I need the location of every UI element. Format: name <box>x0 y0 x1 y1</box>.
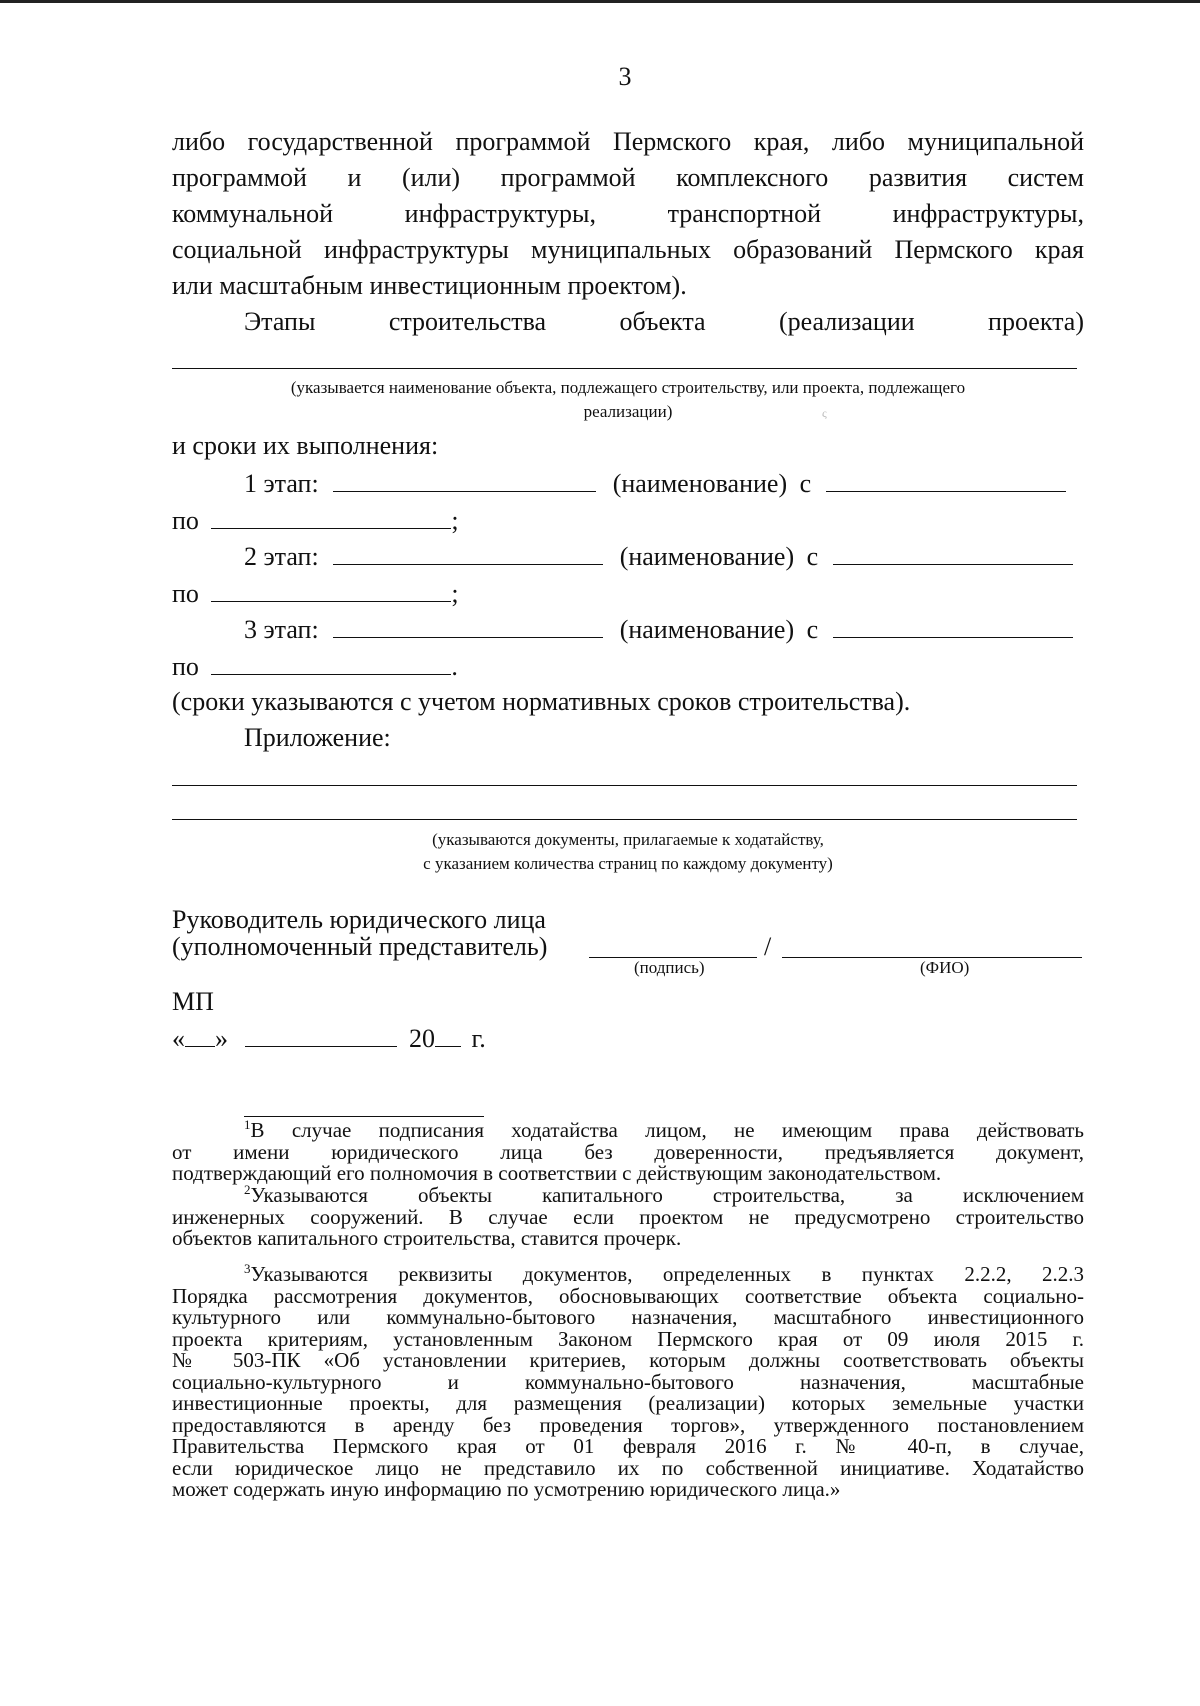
footnote-text: В случае подписания ходатайства лицом, не имеющим права действовать <box>250 1118 1084 1142</box>
stage-end-punct: . <box>451 652 458 681</box>
stage-3-name-field[interactable] <box>333 613 603 638</box>
stage-to-label: по <box>172 652 199 681</box>
footnote-2 <box>172 1182 1084 1250</box>
object-name-line[interactable] <box>172 368 1077 369</box>
footnote-line: объектов капитального строительства, ставится прочерк. <box>172 1226 682 1250</box>
footnote-line: инженерных сооружений. В случае если проектом не предусмотрено строительство <box>172 1204 1084 1229</box>
scan-top-border <box>0 0 1200 3</box>
stage-2-start-field[interactable] <box>833 540 1073 565</box>
paragraph-line: коммунальной инфраструктуры, транспортной инфраструктуры, <box>172 199 1084 228</box>
footnote-line: если юридическое лицо не представило их по собственной инициативе. Ходатайство <box>172 1455 1084 1480</box>
footnote-line: Порядка рассмотрения документов, обосновывающих соответствие объекта социально- <box>172 1283 1084 1308</box>
caption-line: с указанием количества страниц по каждому документу) <box>423 854 833 873</box>
stage-2-row <box>244 540 1073 573</box>
footnote-line: может содержать иную информацию по усмотрению юридического лица.» <box>172 1477 841 1501</box>
stage-name-hint: (наименование) <box>612 469 788 498</box>
stage-name-hint: (наименование) <box>619 615 795 644</box>
stage-3-start-field[interactable] <box>833 613 1073 638</box>
footnote-line: от имени юридического лица без доверенности, предъявляется документ, <box>172 1139 1084 1164</box>
caption-line: реализации) <box>583 402 673 421</box>
footnote-line: проекта критериям, установленным Законом Пермского края от 09 июля 2015 г. <box>172 1326 1084 1351</box>
stage-1-end-field[interactable] <box>211 504 451 529</box>
footnote-line: Правительства Пермского края от 01 февраля 2016 г. № 40-п, в случае, <box>172 1434 1084 1458</box>
stage-3-end-field[interactable] <box>211 650 451 675</box>
stamp-label: МП <box>172 987 214 1016</box>
paragraph-line: программой и (или) программой комплексного развития систем <box>172 163 1084 192</box>
footnote-3 <box>172 1261 1084 1501</box>
date-year-suffix: г. <box>471 1024 486 1053</box>
stage-1-start-field[interactable] <box>826 467 1066 492</box>
stage-3-row <box>244 613 1073 646</box>
caption-line: (указывается наименование объекта, подлежащего строительству, или проекта, подлежащего <box>290 378 966 397</box>
attachment-line-1[interactable] <box>172 785 1077 786</box>
footnote-1 <box>172 1117 1084 1185</box>
stage-end-punct: ; <box>451 579 459 608</box>
footnote-mark: 2 <box>244 1182 251 1197</box>
stage-1-end-row <box>172 504 459 537</box>
attachment-line-2[interactable] <box>172 819 1077 820</box>
stage-2-end-row <box>172 577 459 610</box>
stage-to-label: по <box>172 579 199 608</box>
date-close-quote: » <box>215 1024 228 1053</box>
stage-from-label: с <box>806 615 819 644</box>
date-year-prefix: 20 <box>409 1024 435 1053</box>
signature-caption: (подпись) <box>634 958 705 977</box>
signature-separator: / <box>764 932 772 961</box>
date-row <box>172 1022 486 1055</box>
fio-caption: (ФИО) <box>920 958 970 977</box>
paragraph-line: или масштабным инвестиционным проектом). <box>172 271 687 300</box>
paragraph-line: социальной инфраструктуры муниципальных образований Пермского края <box>172 235 1084 264</box>
object-name-caption <box>172 376 1084 424</box>
stage-2-name-field[interactable] <box>333 540 603 565</box>
deadlines-note: (сроки указываются с учетом нормативных сроков строительства). <box>172 687 911 716</box>
stage-end-punct: ; <box>451 506 459 535</box>
date-month-field[interactable] <box>245 1022 397 1047</box>
footnote-line: подтверждающий его полномочия в соответствии с действующим законодательством. <box>172 1161 942 1185</box>
attachment-label: Приложение: <box>244 723 391 752</box>
footnote-mark: 1 <box>244 1117 251 1132</box>
footnote-line <box>172 1261 1084 1286</box>
stage-from-label: с <box>806 542 819 571</box>
caption-line: (указываются документы, прилагаемые к ходатайству, <box>432 830 824 849</box>
document-page: 3 либо государственной программой Пермского края, либо муниципальной программой и (или) программой комплексного развития систем коммунальной инфраструктуры, транспортной инфраструктуры, социальной инфраструктуры муниципальных образований Пермского края или масштабным инвестиционным проектом). Этапы строительства объекта (реализации проекта) (указывается наименование объекта, подлежащего строительству, или проекта, подлежащего реализации) ς и сроки их выполнения: 1 этап: (наименование) с по ; 2 этап: (наименование) с по ; 3 этап: (наименование) с по . (сроки указываются с учетом нормативных сроков строительства). Приложение: (указываются документы, прилагаемые к ходатайству, с указанием количества страниц по каждому документу) Руководитель юридического лица (уполномоченный представитель) / (подпись) (ФИО) МП « » 20 г. $^1$В случае подписания ходатайства лицом, не имеющим права действовать от имени юридического лица без доверенности, предъявляется документ, подтверждающий его полномочия в соответствии с действующим законодательством. $^2$Указываются объекты капитального строительства, за исключением инженерных сооружений. В случае если проектом не предусмотрено строительство объектов капитального строительства, ставится прочерк. $^3$Указываются реквизиты документов, определенных в пунктах 2.2.2, 2.2.3 Порядка рассмотрения документов, обосновывающих соответствие объекта социально- культурного или коммунально-бытового назначения, масштабного инвестиционного проекта критериям, установленным Законом Пермского края от 09 июля 2015 г. № 503-ПК «Об установлении критериев, которым должны соответствовать объекты социально-культурного и коммунально-бытового назначения, масштабные инвестиционные проекты, для размещения (реализации) которых земельные участки предоставляются в аренду без проведения торгов», утвержденного постановлением Правительства Пермского края от 01 февраля 2016 г. № 40-п, в случае, если юридическое лицо не представило их по собственной инициативе. Ходатайство может содержать иную информацию по усмотрению юридического лица.» <box>0 0 1200 1706</box>
attachment-caption <box>172 828 1084 876</box>
signer-title-line-2: (уполномоченный представитель) <box>172 932 548 961</box>
deadlines-intro: и сроки их выполнения: <box>172 431 439 460</box>
stage-1-name-field[interactable] <box>333 467 596 492</box>
footnote-text: Указываются объекты капитального строительства, за исключением <box>250 1183 1084 1207</box>
footnote-line <box>172 1182 1084 1207</box>
footnote-line <box>172 1117 1084 1142</box>
date-open-quote: « <box>172 1024 185 1053</box>
footnote-line: инвестиционные проекты, для размещения (реализации) которых земельные участки <box>172 1391 1084 1415</box>
stage-1-row <box>244 467 1066 500</box>
footnote-line: культурного или коммунально-бытового назначения, масштабного инвестиционного <box>172 1305 1084 1329</box>
stage-label: 1 этап: <box>244 469 319 498</box>
paragraph-line: либо государственной программой Пермского края, либо муниципальной <box>172 127 1084 156</box>
footnote-separator <box>244 1116 484 1117</box>
page-number: 3 <box>618 62 632 91</box>
stage-label: 3 этап: <box>244 615 319 644</box>
footnote-line: № 503-ПК «Об установлении критериев, которым должны соответствовать объекты <box>172 1348 1084 1372</box>
stage-to-label: по <box>172 506 199 535</box>
stage-name-hint: (наименование) <box>619 542 795 571</box>
stage-2-end-field[interactable] <box>211 577 451 602</box>
paragraph-programs <box>172 124 1084 340</box>
stage-from-label: с <box>799 469 812 498</box>
stage-label: 2 этап: <box>244 542 319 571</box>
footnote-line: предоставляются в аренду без проведения торгов», утвержденного постановлением <box>172 1412 1084 1437</box>
signer-title-line-1: Руководитель юридического лица <box>172 905 546 934</box>
footnote-text: Указываются реквизиты документов, определенных в пунктах 2.2.2, 2.2.3 <box>250 1262 1084 1286</box>
date-day-field[interactable] <box>185 1022 215 1047</box>
date-year-field[interactable] <box>435 1022 461 1047</box>
stages-heading: Этапы строительства объекта (реализации проекта) <box>244 307 1084 336</box>
stage-3-end-row <box>172 650 458 683</box>
footnote-line: социально-культурного и коммунально-бытового назначения, масштабные <box>172 1369 1084 1394</box>
footnote-mark: 3 <box>244 1261 251 1276</box>
